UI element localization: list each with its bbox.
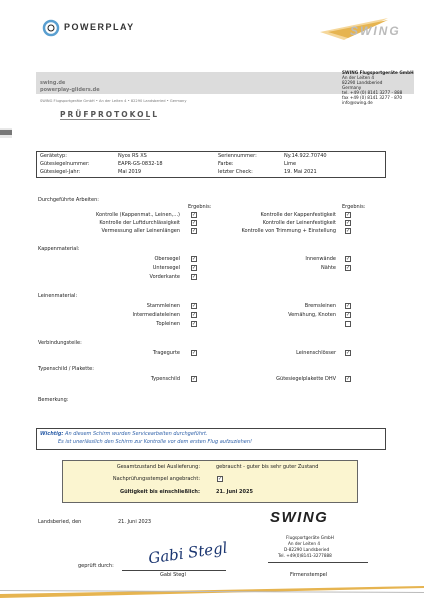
gueltig-label: Gültigkeit bis einschließlich: — [119, 489, 200, 495]
result-checkbox[interactable]: ✓ — [192, 350, 197, 356]
company-address-block — [342, 70, 414, 105]
place-label: Landsberied, den — [38, 519, 82, 525]
check-row-label: Obersegel — [154, 256, 180, 262]
arbeiten-title: Durchgeführte Arbeiten: — [38, 197, 99, 203]
scan-mark — [0, 130, 12, 135]
check-row-label: Vorderkante — [149, 274, 180, 280]
stamp-line-4: Tel. +49(0)8141-3277888 — [278, 553, 332, 558]
verbindung-title: Verbindungsteile: — [38, 340, 82, 346]
seriennummer-label: Seriennummer: — [218, 153, 257, 159]
gesamtzustand-label: Gesamtzustand bei Auslieferung: — [116, 464, 200, 470]
result-checkbox[interactable]: ✓ — [346, 312, 351, 318]
geprueft-label: geprüft durch: — [78, 563, 114, 569]
ergebnis-label-right: Ergebnis: — [342, 204, 366, 210]
letzter-check-label: letzter Check: — [218, 169, 253, 175]
result-checkbox[interactable]: ✓ — [346, 228, 351, 234]
empty-checkbox[interactable] — [345, 321, 351, 327]
result-checkbox[interactable]: ✓ — [192, 212, 197, 218]
result-checkbox[interactable]: ✓ — [346, 303, 351, 309]
website-swing[interactable]: swing.de — [40, 80, 66, 86]
guetesiegel-jahr-label: Gütesiegel-Jahr: — [40, 169, 81, 175]
check-row-label: Innenwände — [305, 256, 336, 262]
address-line: SWING Flugsportgeräte GmbH • An der Leiten 4 • 82290 Landsberied • Germany — [40, 99, 187, 103]
powerplay-logo — [40, 18, 140, 38]
check-row-label: Intermediateleinen — [132, 312, 180, 318]
check-row-label: Vermessung aller Leinenlängen — [101, 228, 180, 234]
gesamtzustand-value: gebraucht - guter bis sehr guter Zustand — [216, 464, 319, 470]
company-fax: fax +49 (0) 8141 3277 - 870 — [342, 95, 403, 100]
gueltig-value: 21. Juni 2025 — [216, 489, 253, 495]
farbe-label: Farbe: — [218, 161, 234, 167]
date-value: 21. Juni 2023 — [118, 519, 152, 525]
result-checkbox[interactable]: ✓ — [346, 212, 351, 218]
warning-text-2: Es ist unerlässlich den Schirm zur Kontrolle vor dem ersten Flug aufzuziehen! — [58, 439, 253, 445]
warning-line1 — [40, 431, 208, 437]
stamp-line-3: D-82290 Landsberied — [284, 547, 330, 552]
check-row-label: Tragegurte — [152, 350, 180, 356]
result-checkbox[interactable]: ✓ — [192, 265, 197, 271]
check-row-label: Kontrolle der Luftdurchlässigkeit — [99, 220, 180, 226]
geraetetyp-value: Nyos RS XS — [118, 153, 147, 159]
guetesiegelnummer-label: Gütesiegelnummer: — [40, 161, 90, 167]
farbe-value: Lime — [284, 161, 297, 167]
result-checkbox[interactable]: ✓ — [192, 228, 197, 234]
swing-wordmark: SWING — [350, 24, 401, 38]
result-checkbox[interactable]: ✓ — [192, 220, 197, 226]
stamp-line-1: Flugsportgeräte GmbH — [286, 535, 334, 540]
result-checkbox[interactable]: ✓ — [192, 256, 197, 262]
result-checkbox[interactable]: ✓ — [346, 265, 351, 271]
check-row-label: Typenschild — [150, 376, 180, 382]
check-row-label: Bremsleinen — [304, 303, 336, 309]
company-email[interactable]: info@swing.de — [342, 100, 373, 105]
result-checkbox[interactable]: ✓ — [346, 220, 351, 226]
check-row-label: Kontrolle von Trimmung + Einstellung — [241, 228, 336, 234]
check-row-label: Untersegel — [152, 265, 180, 271]
company-stamp — [266, 509, 382, 565]
ergebnis-label-left: Ergebnis: — [188, 204, 212, 210]
seriennummer-value: Ny.14.922.70740 — [284, 153, 327, 159]
company-city: 82290 Landsberied — [342, 80, 383, 85]
stamp-line-2: An der Leiten 4 — [288, 541, 321, 546]
geraetetyp-label: Gerätetyp: — [40, 153, 67, 159]
check-row-label: Topleinen — [156, 321, 180, 327]
check-row-label: Stammleinen — [146, 303, 180, 309]
check-row-label: Nähte — [320, 265, 336, 271]
result-checkbox[interactable]: ✓ — [192, 303, 197, 309]
company-country: Germany — [342, 85, 362, 90]
powerplay-wordmark: POWERPLAY — [64, 22, 135, 32]
website-powerplay[interactable]: powerplay-gliders.de — [40, 87, 100, 93]
check-row-label: Gütesiegelplakette DHV — [276, 376, 336, 382]
typenschild-title: Typenschild / Plakette: — [38, 366, 94, 372]
stamp-swing-logo: SWING — [270, 509, 329, 526]
company-tel: tel. +49 (0) 8141 3277 - 888 — [342, 90, 403, 95]
page-title: PRÜFPROTOKOLL — [60, 110, 160, 119]
check-row-label: Kontrolle der Kappenfestigkeit — [260, 212, 336, 218]
guetesiegelnummer-value: EAPR-GS-0832-18 — [118, 161, 163, 167]
check-row-label: Vernähung, Knoten — [288, 312, 336, 318]
stempel-checkbox[interactable]: ✓ — [218, 476, 223, 482]
check-row-label: Kontrolle der Leinenfestigkeit — [262, 220, 336, 226]
powerplay-swirl-icon — [40, 19, 64, 37]
stempel-label: Nachprüfungsstempel angebracht: — [112, 476, 200, 482]
warning-text-1: An diesem Schirm wurden Servicearbeiten durchgeführt. — [65, 431, 208, 437]
result-checkbox[interactable]: ✓ — [192, 376, 197, 382]
signature-line — [122, 570, 226, 571]
check-row-label: Kontrolle (Kappenmat., Leinen,...) — [95, 212, 180, 218]
letzter-check-value: 19. Mai 2021 — [284, 169, 317, 175]
result-checkbox[interactable]: ✓ — [346, 256, 351, 262]
bemerkung-label: Bemerkung: — [38, 397, 69, 403]
swing-logo — [318, 14, 408, 44]
result-checkbox[interactable]: ✓ — [346, 350, 351, 356]
company-name: SWING Flugsportgeräte GmbH — [342, 70, 414, 75]
guetesiegel-jahr-value: Mai 2019 — [118, 169, 142, 175]
leinen-title: Leinenmaterial: — [38, 293, 78, 299]
result-checkbox[interactable]: ✓ — [192, 321, 197, 327]
check-row-label: Leinenschlösser — [296, 350, 336, 356]
signature: Gabi Stegl — [147, 538, 229, 568]
signer-name: Gabi Stegl — [160, 572, 186, 578]
title-rule — [60, 119, 150, 120]
result-checkbox[interactable]: ✓ — [192, 312, 197, 318]
result-checkbox[interactable]: ✓ — [192, 274, 197, 280]
kappen-title: Kappenmaterial: — [38, 246, 80, 252]
warning-label: Wichtig: — [40, 431, 64, 437]
company-street: An der Leiten 4 — [342, 75, 375, 80]
stamp-line — [268, 562, 368, 563]
firmenstempel-label: Firmenstempel — [290, 572, 328, 578]
footer-swoosh — [0, 582, 424, 602]
result-checkbox[interactable]: ✓ — [346, 376, 351, 382]
